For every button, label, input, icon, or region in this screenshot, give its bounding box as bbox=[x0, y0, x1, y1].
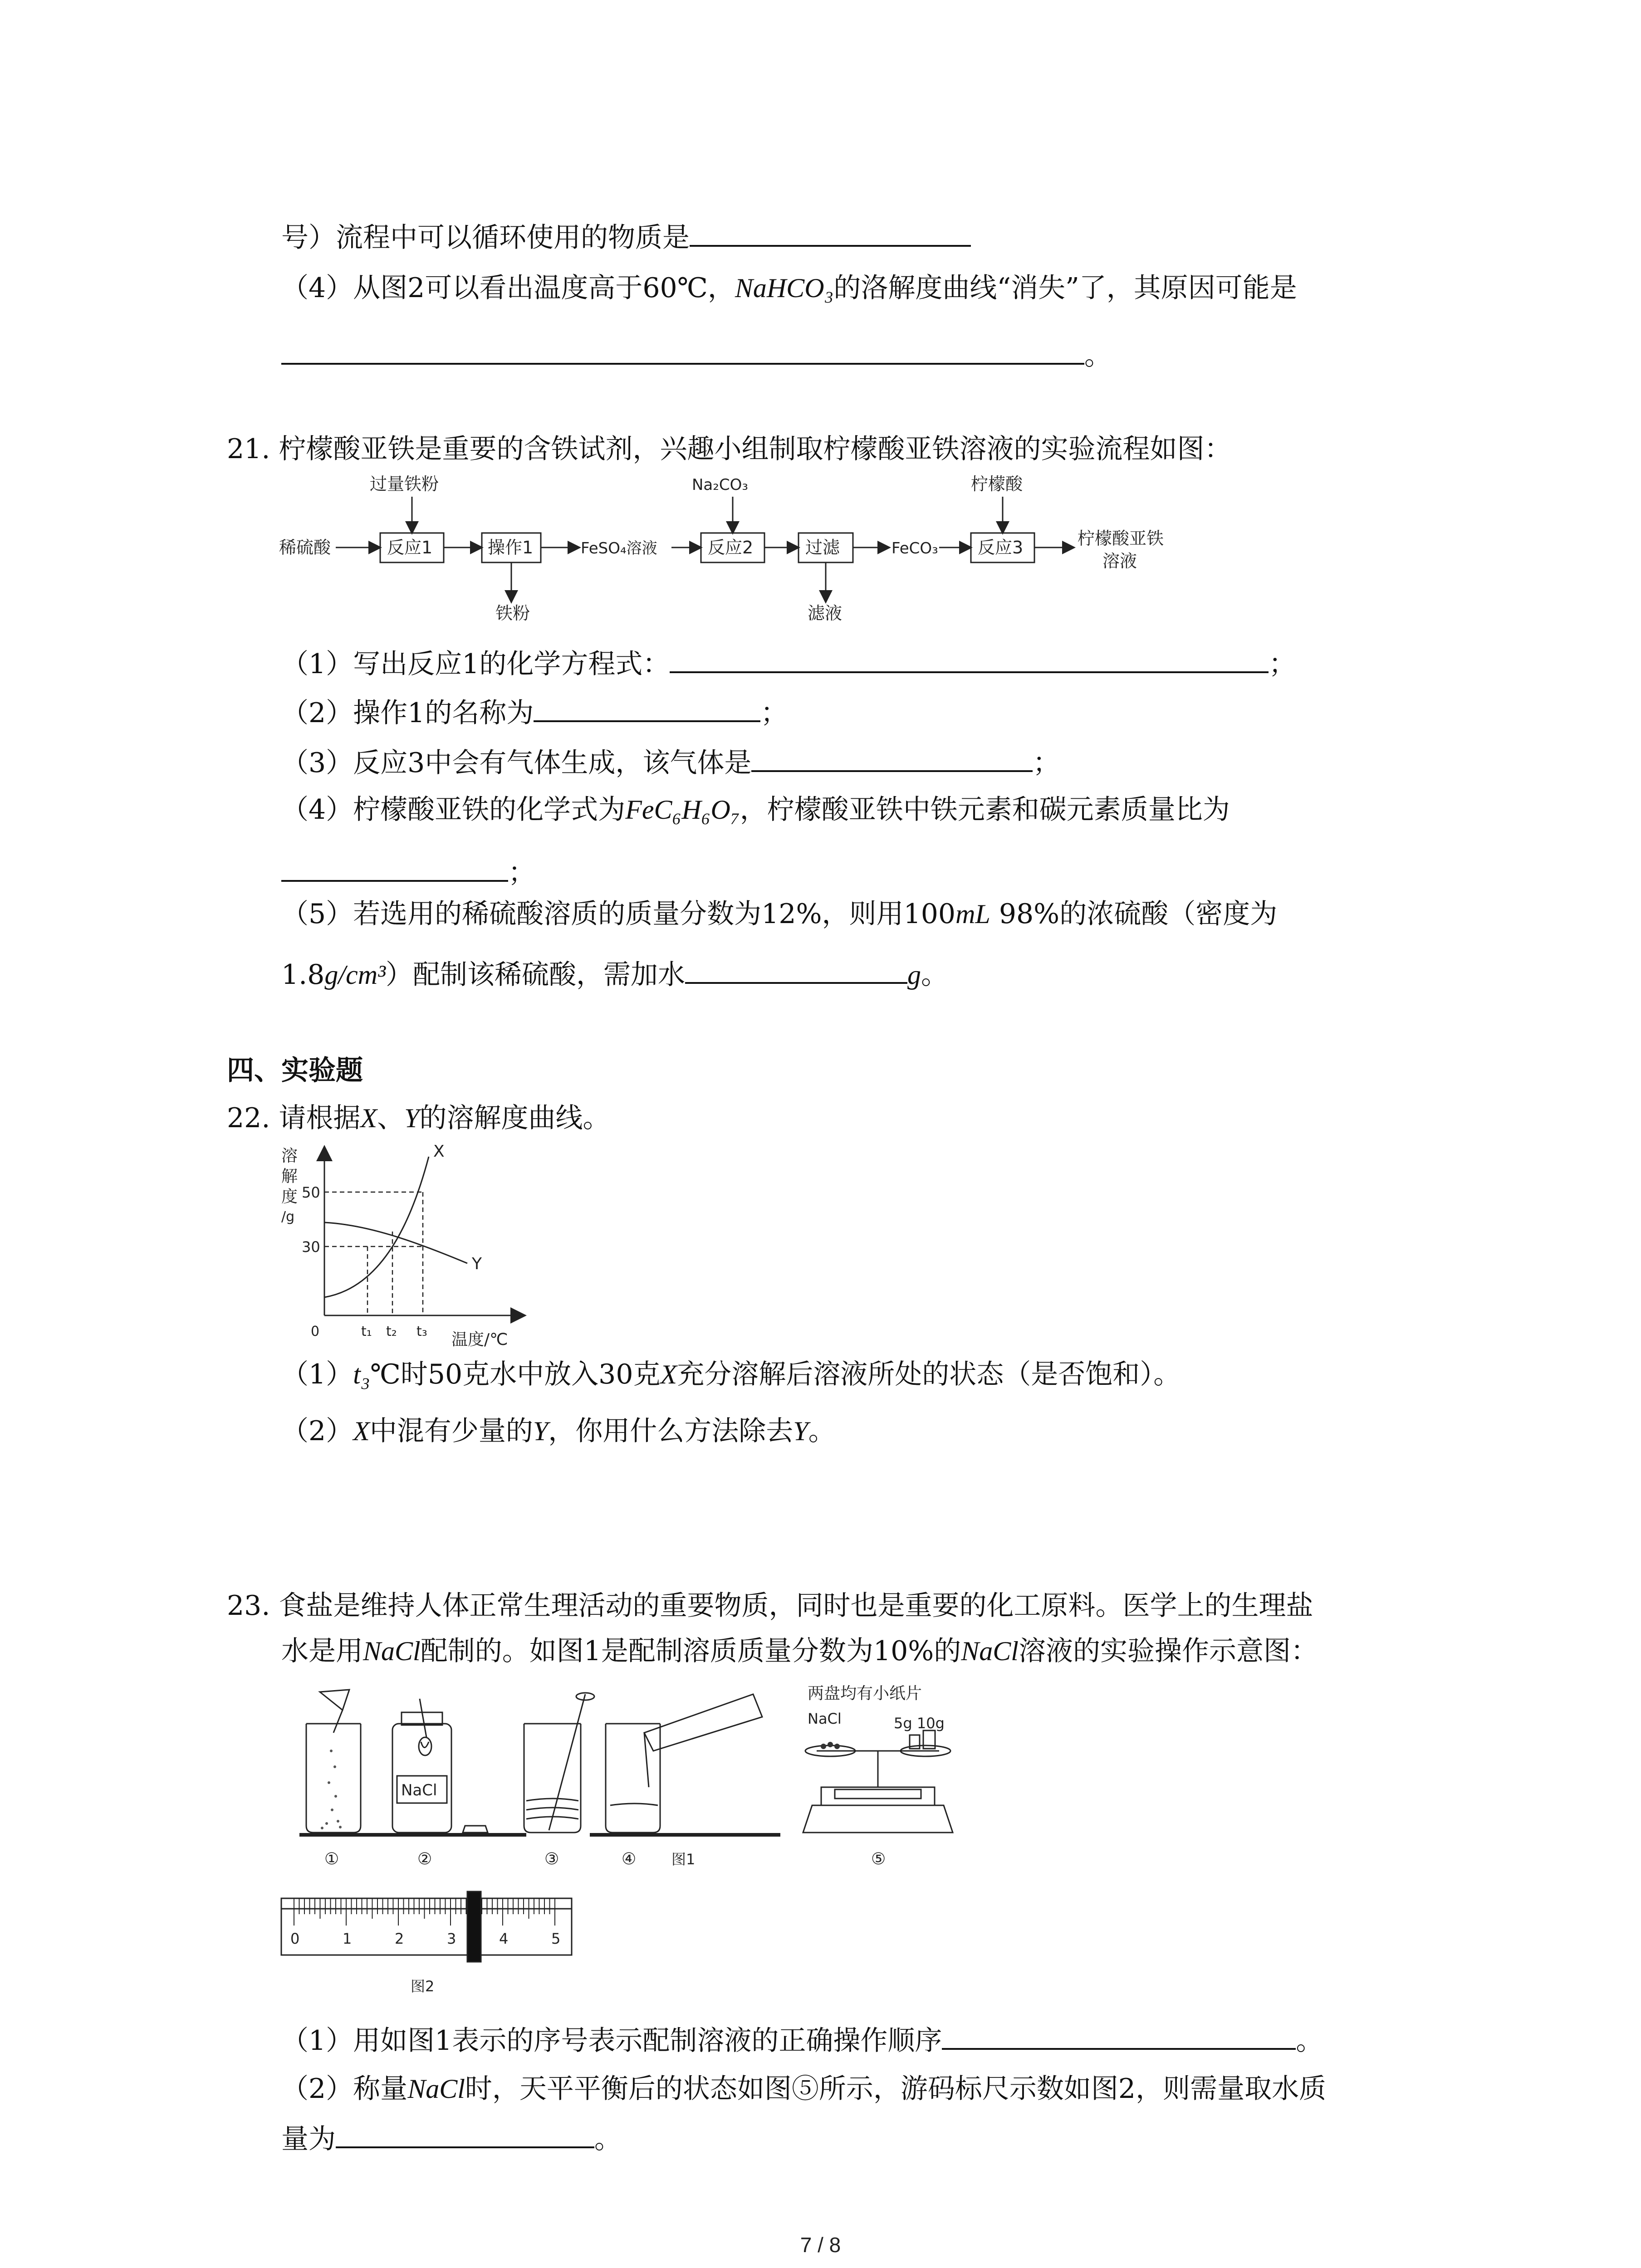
q22-part1-text-b: 充分溶解后溶液所处的状态（是否饱和）。 bbox=[677, 1359, 1181, 1390]
flow-box1-label: 反应1 bbox=[387, 538, 433, 557]
section-heading: 四、实验题 bbox=[227, 1055, 363, 1086]
flow-out-filtrate: 滤液 bbox=[808, 603, 843, 623]
q23-part2-text-b: 时，天平平衡后的状态如图⑤所示，游码标尺示数如图2，则需量取水质 bbox=[465, 2073, 1327, 2105]
q22-part2 bbox=[281, 1413, 836, 1449]
q23-stem-1: 食盐是维持人体正常生理活动的重要物质，同时也是重要的化工原料。医学上的生理盐 bbox=[279, 1590, 1313, 1622]
q21-part5-text-b: 98%的浓硫酸（密度为 bbox=[990, 898, 1278, 930]
q20-line1 bbox=[281, 218, 971, 256]
label-curve-y: Y bbox=[472, 1255, 482, 1273]
caption-fig2: 图2 bbox=[411, 1978, 435, 1995]
q21-part4-text-b: ，柠檬酸亚铁中铁元素和碳元素质量比为 bbox=[740, 794, 1230, 826]
tick-30: 30 bbox=[302, 1238, 320, 1256]
graph-ylabel-1: 溶 bbox=[281, 1147, 298, 1165]
reagent-jar bbox=[392, 1699, 451, 1833]
question-number: 22. bbox=[227, 1102, 270, 1134]
var-x: X bbox=[353, 1416, 370, 1446]
var-x: X bbox=[660, 1359, 677, 1389]
balance-nacl-label: NaCl bbox=[808, 1710, 842, 1727]
q23-part2-blank[interactable] bbox=[336, 2119, 594, 2148]
formula-nacl: NaCl bbox=[363, 1636, 421, 1666]
tick-t1: t₁ bbox=[361, 1324, 372, 1339]
tick-origin: 0 bbox=[311, 1324, 320, 1339]
flow-start: 稀硫酸 bbox=[279, 538, 331, 557]
graph-xlabel: 温度/℃ bbox=[451, 1330, 508, 1347]
q21-part5-text-c: ）配制该稀硫酸，需加水 bbox=[386, 959, 686, 991]
q21-part4 bbox=[281, 792, 1230, 828]
formula-nahco3: NaHCO₃ bbox=[735, 273, 834, 303]
flow-end2: 溶液 bbox=[1102, 551, 1137, 571]
ruler-5: 5 bbox=[551, 1930, 561, 1947]
var-x: X bbox=[360, 1103, 377, 1133]
q23-stem-2a: 水是用 bbox=[281, 1635, 363, 1667]
q20-line2 bbox=[281, 270, 1297, 306]
q23-stem-line1 bbox=[227, 1588, 1313, 1624]
flow-reagent3: 柠檬酸 bbox=[971, 474, 1023, 494]
flow-out-iron: 铁粉 bbox=[495, 603, 530, 623]
q21-part5 bbox=[281, 896, 1277, 932]
solubility-graph bbox=[272, 1143, 554, 1347]
ruler-3: 3 bbox=[447, 1930, 456, 1947]
q23-part2 bbox=[281, 2071, 1326, 2107]
q22-part2-text-b: ，你用什么方法除去 bbox=[548, 1415, 794, 1447]
q21-part1-blank[interactable] bbox=[670, 644, 1269, 673]
var-y: Y bbox=[404, 1103, 420, 1133]
beaker-pouring-water bbox=[606, 1694, 762, 1833]
q21-part5-blank[interactable] bbox=[685, 955, 907, 984]
q23-figures bbox=[272, 1683, 975, 2009]
q22-part2-num: （2） bbox=[281, 1415, 353, 1447]
q22-part1 bbox=[281, 1356, 1181, 1393]
separator: 、 bbox=[377, 1102, 405, 1134]
caption-1: ① bbox=[324, 1850, 339, 1868]
density-value: 1.8 bbox=[281, 959, 325, 991]
flow-box3-label: 反应2 bbox=[708, 538, 754, 557]
page-number: 7 / 8 bbox=[800, 2233, 841, 2257]
balance-weights-label: 5g 10g bbox=[894, 1715, 945, 1732]
caption-fig1: 图1 bbox=[671, 1851, 696, 1868]
caption-3: ③ bbox=[544, 1850, 559, 1868]
balance-title: 两盘均有小纸片 bbox=[808, 1684, 922, 1703]
q21-part2-blank[interactable] bbox=[534, 693, 760, 722]
semicolon: ； bbox=[508, 857, 535, 889]
q21-part4-blank[interactable] bbox=[281, 853, 508, 882]
rider-ruler bbox=[281, 1892, 572, 1962]
graph-ylabel-2: 解 bbox=[281, 1167, 298, 1186]
semicolon: ； bbox=[1269, 648, 1296, 680]
q23-part1-blank[interactable] bbox=[942, 2021, 1296, 2050]
period: 。 bbox=[1084, 340, 1112, 371]
period: 。 bbox=[594, 2123, 622, 2155]
flow-box4-label: 过滤 bbox=[805, 538, 840, 557]
q22-stem-b: 的溶解度曲线。 bbox=[419, 1102, 610, 1134]
period: 。 bbox=[921, 959, 949, 991]
flow-mid1: FeSO₄溶液 bbox=[581, 539, 657, 557]
q21-stem bbox=[227, 431, 1232, 467]
q23-part2-text: （2）称量 bbox=[281, 2073, 408, 2105]
q23-part1 bbox=[281, 2021, 1323, 2059]
q23-stem-2b: 配制的。如图1是配制溶质质量分数为10%的 bbox=[420, 1635, 961, 1667]
question-number: 23. bbox=[227, 1590, 270, 1622]
q20-part4-blank[interactable] bbox=[281, 336, 1084, 365]
q20-text: 号）流程中可以循环使用的物质是 bbox=[281, 222, 690, 254]
q21-part5-line2 bbox=[281, 955, 948, 993]
q21-part2 bbox=[281, 693, 788, 731]
graph-ylabel-3: 度 bbox=[281, 1188, 298, 1206]
caption-4: ④ bbox=[622, 1850, 637, 1868]
beaker-stirring bbox=[524, 1693, 594, 1833]
beaker-pouring-salt bbox=[306, 1690, 361, 1833]
label-curve-x: X bbox=[433, 1143, 445, 1161]
q21-part1-text: （1）写出反应1的化学方程式： bbox=[281, 648, 670, 680]
jar-label: NaCl bbox=[401, 1781, 437, 1799]
period: 。 bbox=[808, 1415, 836, 1447]
q20-line3 bbox=[281, 336, 1112, 374]
q21-part5-text: （5）若选用的稀硫酸溶质的质量分数为12%，则用100 bbox=[281, 898, 956, 930]
q21-part3-blank[interactable] bbox=[751, 743, 1033, 772]
q23-part1-text: （1）用如图1表示的序号表示配制溶液的正确操作顺序 bbox=[281, 2025, 942, 2057]
flow-reagent2: Na₂CO₃ bbox=[692, 476, 749, 494]
q22-part2-text: 中混有少量的 bbox=[369, 1415, 533, 1447]
semicolon: ； bbox=[1033, 747, 1060, 779]
ruler-2: 2 bbox=[395, 1930, 404, 1947]
graph-ylabel-4: /g bbox=[281, 1209, 295, 1225]
formula-nacl: NaCl bbox=[961, 1636, 1019, 1666]
var-y: Y bbox=[533, 1416, 549, 1446]
period: 。 bbox=[1296, 2025, 1323, 2057]
curve-x bbox=[324, 1157, 429, 1297]
question-stem: 柠檬酸亚铁是重要的含铁试剂，兴趣小组制取柠檬酸亚铁溶液的实验流程如图： bbox=[279, 433, 1232, 465]
q22-part1-text: ℃时50克水中放入30克 bbox=[370, 1359, 661, 1390]
formula-nacl: NaCl bbox=[407, 2074, 465, 2104]
q20-answer-blank[interactable] bbox=[690, 218, 971, 247]
ruler-rider bbox=[467, 1892, 481, 1962]
q23-stem-line2 bbox=[281, 1633, 1318, 1669]
q23-stem-2c: 溶液的实验操作示意图： bbox=[1018, 1635, 1318, 1667]
flow-end1: 柠檬酸亚铁 bbox=[1078, 528, 1164, 548]
q21-flowchart bbox=[272, 472, 1225, 635]
q20-part4-text: （4）从图2可以看出温度高于60℃， bbox=[281, 272, 735, 304]
tick-t3: t₃ bbox=[416, 1324, 427, 1339]
q21-part1 bbox=[281, 644, 1296, 682]
q23-part2-line2 bbox=[281, 2119, 622, 2157]
q23-part2-text-c: 量为 bbox=[281, 2123, 336, 2155]
q21-part3 bbox=[281, 743, 1060, 781]
q22-stem-a: 请根据 bbox=[279, 1102, 361, 1134]
var-y: Y bbox=[793, 1416, 808, 1446]
caption-2: ② bbox=[417, 1850, 432, 1868]
unit-density: g/cm³ bbox=[324, 960, 386, 990]
curve-y bbox=[324, 1222, 467, 1263]
flow-box2-label: 操作1 bbox=[488, 538, 534, 557]
q22-part1-num: （1） bbox=[281, 1359, 353, 1390]
unit-ml: mL bbox=[955, 899, 990, 929]
flow-reagent1: 过量铁粉 bbox=[370, 474, 439, 494]
tick-t2: t₂ bbox=[386, 1324, 397, 1339]
var-t3: t₃ bbox=[353, 1359, 370, 1389]
ruler-4: 4 bbox=[499, 1930, 509, 1947]
q22-stem bbox=[227, 1100, 610, 1136]
tick-50: 50 bbox=[302, 1184, 320, 1201]
ruler-0: 0 bbox=[290, 1930, 300, 1947]
flow-box5-label: 反应3 bbox=[978, 538, 1024, 557]
semicolon: ； bbox=[760, 697, 788, 729]
q21-part4-line2 bbox=[281, 853, 535, 891]
q20-part4-text-b: 的洛解度曲线“消失”了，其原因可能是 bbox=[833, 272, 1297, 304]
q21-part4-text: （4）柠檬酸亚铁的化学式为 bbox=[281, 794, 626, 826]
ruler-1: 1 bbox=[343, 1930, 352, 1947]
q21-part2-text: （2）操作1的名称为 bbox=[281, 697, 534, 729]
formula-ferrous-citrate: FeC₆H₆O₇ bbox=[625, 795, 740, 825]
q21-part3-text: （3）反应3中会有气体生成，该气体是 bbox=[281, 747, 752, 779]
caption-5: ⑤ bbox=[871, 1850, 886, 1868]
question-number: 21. bbox=[227, 433, 270, 465]
unit-g: g bbox=[907, 960, 921, 990]
flow-mid2: FeCO₃ bbox=[892, 539, 938, 557]
